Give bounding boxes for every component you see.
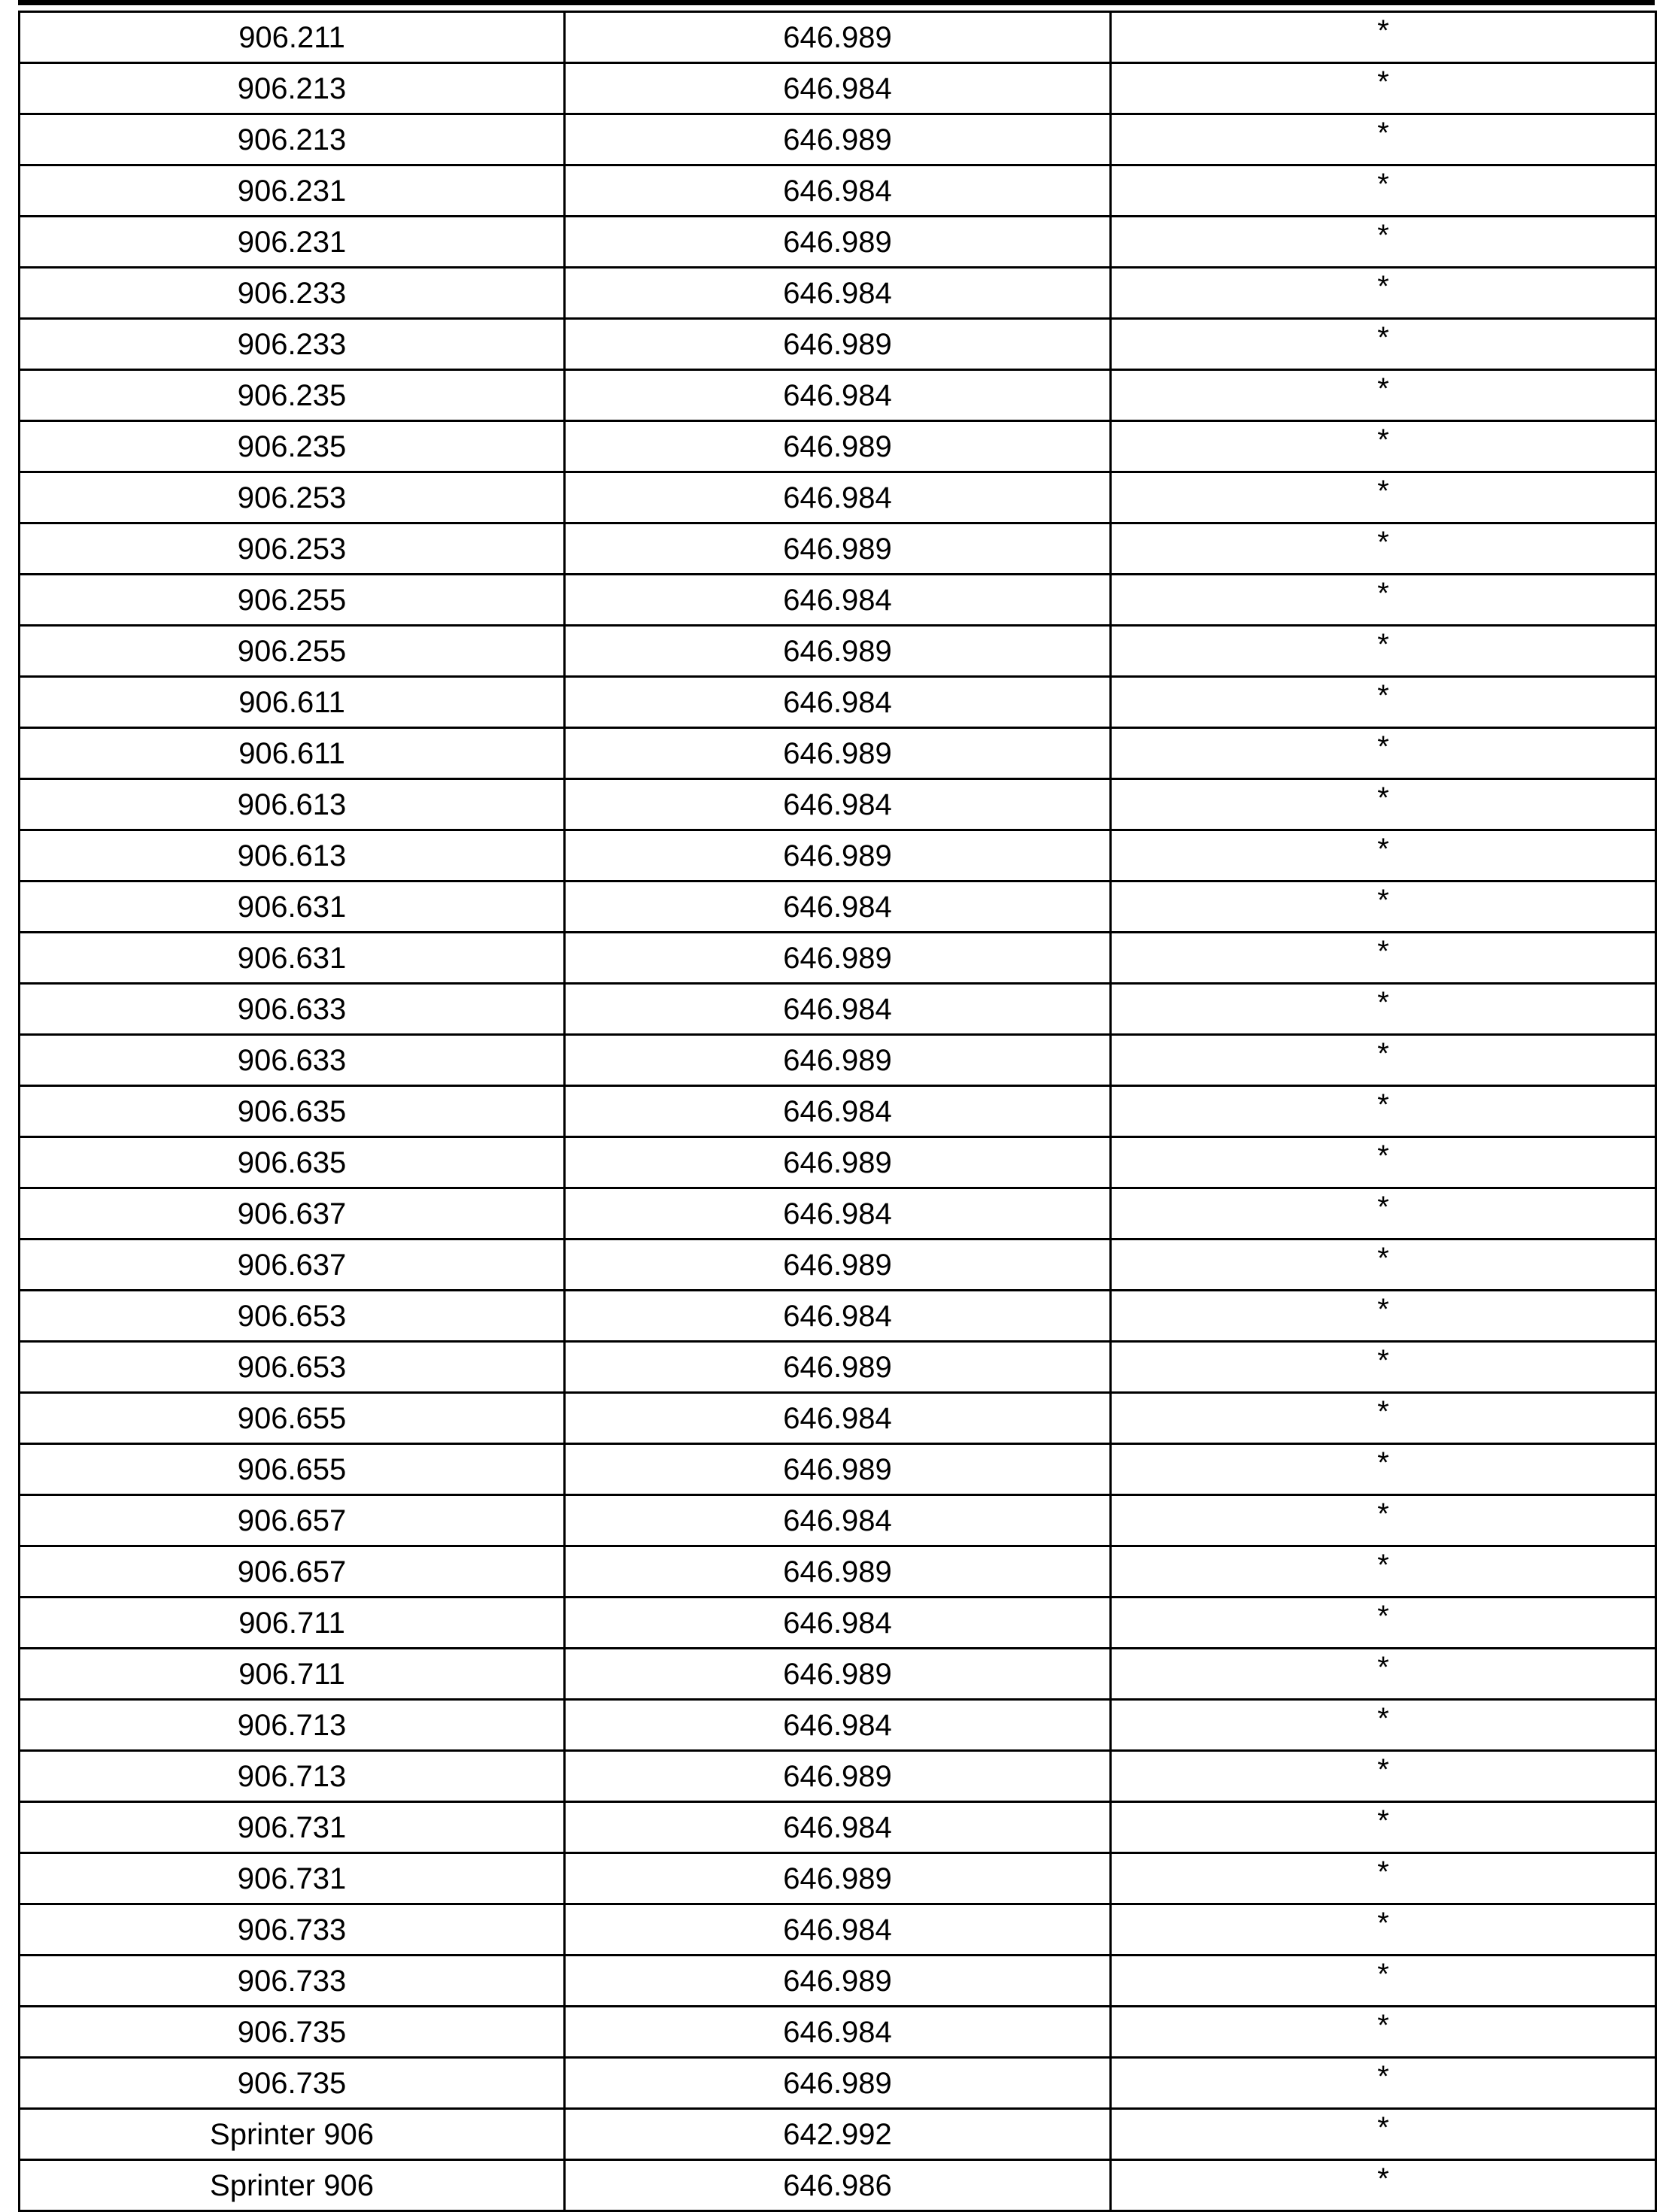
part-number-cell: 646.984 — [565, 472, 1111, 523]
part-number-cell: 646.989 — [565, 1853, 1111, 1904]
model-number-cell: 906.711 — [20, 1598, 565, 1649]
marker-cell: * — [1111, 421, 1656, 472]
table-row — [20, 626, 1656, 677]
model-number-cell: 906.235 — [20, 421, 565, 472]
part-number-cell: 646.984 — [565, 1700, 1111, 1751]
marker-cell: * — [1111, 1956, 1656, 2007]
model-number-cell: 906.633 — [20, 984, 565, 1035]
model-number-cell: 906.733 — [20, 1904, 565, 1956]
marker-cell: * — [1111, 830, 1656, 881]
table-row — [20, 2007, 1656, 2058]
part-number-cell: 646.989 — [565, 1342, 1111, 1393]
table-row — [20, 1342, 1656, 1393]
model-number-cell: 906.731 — [20, 1853, 565, 1904]
table-row — [20, 1853, 1656, 1904]
table-row — [20, 1802, 1656, 1853]
model-number-cell: 906.233 — [20, 268, 565, 319]
table-row — [20, 1035, 1656, 1086]
marker-cell: * — [1111, 779, 1656, 830]
part-number-cell: 646.989 — [565, 2058, 1111, 2109]
model-number-cell: 906.655 — [20, 1444, 565, 1495]
table-row — [20, 677, 1656, 728]
marker-cell: * — [1111, 2007, 1656, 2058]
marker-cell: * — [1111, 626, 1656, 677]
part-number-cell: 646.989 — [565, 1956, 1111, 2007]
part-number-cell: 646.989 — [565, 12, 1111, 63]
table-row — [20, 370, 1656, 421]
marker-cell: * — [1111, 933, 1656, 984]
model-number-cell: 906.233 — [20, 319, 565, 370]
table-row — [20, 1086, 1656, 1137]
part-number-cell: 646.984 — [565, 779, 1111, 830]
table-row — [20, 830, 1656, 881]
model-number-cell: 906.255 — [20, 575, 565, 626]
table-row — [20, 1188, 1656, 1240]
table-body — [20, 12, 1656, 2211]
model-number-cell: 906.637 — [20, 1240, 565, 1291]
marker-cell: * — [1111, 165, 1656, 217]
table-row — [20, 1291, 1656, 1342]
table-row — [20, 984, 1656, 1035]
data-table — [18, 11, 1657, 2212]
table-row — [20, 1546, 1656, 1598]
model-number-cell: 906.653 — [20, 1291, 565, 1342]
table-row — [20, 779, 1656, 830]
part-number-cell: 646.984 — [565, 1802, 1111, 1853]
marker-cell: * — [1111, 2058, 1656, 2109]
part-number-cell: 646.984 — [565, 984, 1111, 1035]
marker-cell: * — [1111, 472, 1656, 523]
marker-cell: * — [1111, 1751, 1656, 1802]
part-number-cell: 646.989 — [565, 830, 1111, 881]
part-number-cell: 646.989 — [565, 1649, 1111, 1700]
part-number-cell: 646.984 — [565, 1904, 1111, 1956]
marker-cell: * — [1111, 1802, 1656, 1853]
table-row — [20, 1649, 1656, 1700]
marker-cell: * — [1111, 1393, 1656, 1444]
marker-cell: * — [1111, 575, 1656, 626]
part-number-cell: 646.984 — [565, 63, 1111, 114]
marker-cell: * — [1111, 1598, 1656, 1649]
model-number-cell: 906.657 — [20, 1546, 565, 1598]
model-number-cell: 906.613 — [20, 779, 565, 830]
model-number-cell: 906.253 — [20, 523, 565, 575]
model-number-cell: 906.733 — [20, 1956, 565, 2007]
part-number-cell: 646.984 — [565, 1188, 1111, 1240]
part-number-cell: 646.984 — [565, 1086, 1111, 1137]
model-number-cell: 906.735 — [20, 2007, 565, 2058]
marker-cell: * — [1111, 1342, 1656, 1393]
model-number-cell: 906.255 — [20, 626, 565, 677]
marker-cell: * — [1111, 1291, 1656, 1342]
table-row — [20, 421, 1656, 472]
model-number-cell: 906.657 — [20, 1495, 565, 1546]
part-number-cell: 646.989 — [565, 114, 1111, 165]
table-row — [20, 1495, 1656, 1546]
marker-cell: * — [1111, 1188, 1656, 1240]
marker-cell: * — [1111, 2109, 1656, 2160]
model-number-cell: 906.637 — [20, 1188, 565, 1240]
table-row — [20, 523, 1656, 575]
marker-cell: * — [1111, 728, 1656, 779]
table-row — [20, 728, 1656, 779]
marker-cell: * — [1111, 217, 1656, 268]
marker-cell: * — [1111, 1546, 1656, 1598]
table-row — [20, 933, 1656, 984]
part-number-cell: 646.989 — [565, 1546, 1111, 1598]
marker-cell: * — [1111, 1649, 1656, 1700]
table-row — [20, 1904, 1656, 1956]
part-number-cell: 646.989 — [565, 1751, 1111, 1802]
model-number-cell: 906.711 — [20, 1649, 565, 1700]
model-number-cell: 906.713 — [20, 1751, 565, 1802]
table-row — [20, 1700, 1656, 1751]
marker-cell: * — [1111, 63, 1656, 114]
marker-cell: * — [1111, 1035, 1656, 1086]
part-number-cell: 646.986 — [565, 2160, 1111, 2211]
model-number-cell: 906.611 — [20, 677, 565, 728]
marker-cell: * — [1111, 1444, 1656, 1495]
part-number-cell: 646.984 — [565, 370, 1111, 421]
table-row — [20, 1598, 1656, 1649]
model-number-cell: Sprinter 906 — [20, 2160, 565, 2211]
table-row — [20, 1956, 1656, 2007]
part-number-cell: 646.989 — [565, 1444, 1111, 1495]
table-row — [20, 63, 1656, 114]
part-number-cell: 646.984 — [565, 268, 1111, 319]
table-row — [20, 165, 1656, 217]
model-number-cell: 906.211 — [20, 12, 565, 63]
model-number-cell: 906.735 — [20, 2058, 565, 2109]
part-number-cell: 646.984 — [565, 165, 1111, 217]
table-row — [20, 114, 1656, 165]
part-number-cell: 646.989 — [565, 626, 1111, 677]
model-number-cell: Sprinter 906 — [20, 2109, 565, 2160]
table-row — [20, 12, 1656, 63]
marker-cell: * — [1111, 1137, 1656, 1188]
table-row — [20, 217, 1656, 268]
part-number-cell: 646.989 — [565, 1137, 1111, 1188]
model-number-cell: 906.213 — [20, 63, 565, 114]
model-number-cell: 906.633 — [20, 1035, 565, 1086]
table-row — [20, 268, 1656, 319]
part-number-cell: 646.984 — [565, 1393, 1111, 1444]
marker-cell: * — [1111, 1086, 1656, 1137]
part-number-cell: 646.989 — [565, 1035, 1111, 1086]
model-number-cell: 906.231 — [20, 165, 565, 217]
marker-cell: * — [1111, 114, 1656, 165]
part-number-cell: 646.984 — [565, 2007, 1111, 2058]
table-row — [20, 2058, 1656, 2109]
table-row — [20, 1444, 1656, 1495]
table-row — [20, 472, 1656, 523]
table-row — [20, 2160, 1656, 2211]
part-number-cell: 646.989 — [565, 1240, 1111, 1291]
marker-cell: * — [1111, 12, 1656, 63]
marker-cell: * — [1111, 1904, 1656, 1956]
model-number-cell: 906.213 — [20, 114, 565, 165]
model-number-cell: 906.235 — [20, 370, 565, 421]
model-number-cell: 906.731 — [20, 1802, 565, 1853]
table-row — [20, 1137, 1656, 1188]
model-number-cell: 906.613 — [20, 830, 565, 881]
marker-cell: * — [1111, 1240, 1656, 1291]
marker-cell: * — [1111, 268, 1656, 319]
model-number-cell: 906.611 — [20, 728, 565, 779]
model-number-cell: 906.635 — [20, 1137, 565, 1188]
part-number-cell: 646.984 — [565, 1598, 1111, 1649]
table-row — [20, 319, 1656, 370]
part-number-cell: 646.989 — [565, 421, 1111, 472]
model-number-cell: 906.655 — [20, 1393, 565, 1444]
marker-cell: * — [1111, 1700, 1656, 1751]
model-number-cell: 906.713 — [20, 1700, 565, 1751]
table-row — [20, 2109, 1656, 2160]
marker-cell: * — [1111, 677, 1656, 728]
model-number-cell: 906.653 — [20, 1342, 565, 1393]
marker-cell: * — [1111, 1853, 1656, 1904]
table-row — [20, 1240, 1656, 1291]
part-number-cell: 646.989 — [565, 217, 1111, 268]
part-number-cell: 646.984 — [565, 1291, 1111, 1342]
table-row — [20, 575, 1656, 626]
part-number-cell: 646.989 — [565, 319, 1111, 370]
part-number-cell: 646.984 — [565, 1495, 1111, 1546]
marker-cell: * — [1111, 984, 1656, 1035]
model-number-cell: 906.631 — [20, 881, 565, 933]
marker-cell: * — [1111, 2160, 1656, 2211]
table-row — [20, 1751, 1656, 1802]
part-number-cell: 646.984 — [565, 575, 1111, 626]
model-number-cell: 906.231 — [20, 217, 565, 268]
table-row — [20, 881, 1656, 933]
marker-cell: * — [1111, 523, 1656, 575]
model-number-cell: 906.253 — [20, 472, 565, 523]
marker-cell: * — [1111, 370, 1656, 421]
model-number-cell: 906.635 — [20, 1086, 565, 1137]
part-number-cell: 646.984 — [565, 677, 1111, 728]
table-row — [20, 1393, 1656, 1444]
part-number-cell: 642.992 — [565, 2109, 1111, 2160]
part-number-cell: 646.989 — [565, 933, 1111, 984]
top-rule — [18, 0, 1655, 5]
part-number-cell: 646.989 — [565, 523, 1111, 575]
part-number-cell: 646.984 — [565, 881, 1111, 933]
part-number-cell: 646.989 — [565, 728, 1111, 779]
marker-cell: * — [1111, 1495, 1656, 1546]
marker-cell: * — [1111, 319, 1656, 370]
model-number-cell: 906.631 — [20, 933, 565, 984]
marker-cell: * — [1111, 881, 1656, 933]
